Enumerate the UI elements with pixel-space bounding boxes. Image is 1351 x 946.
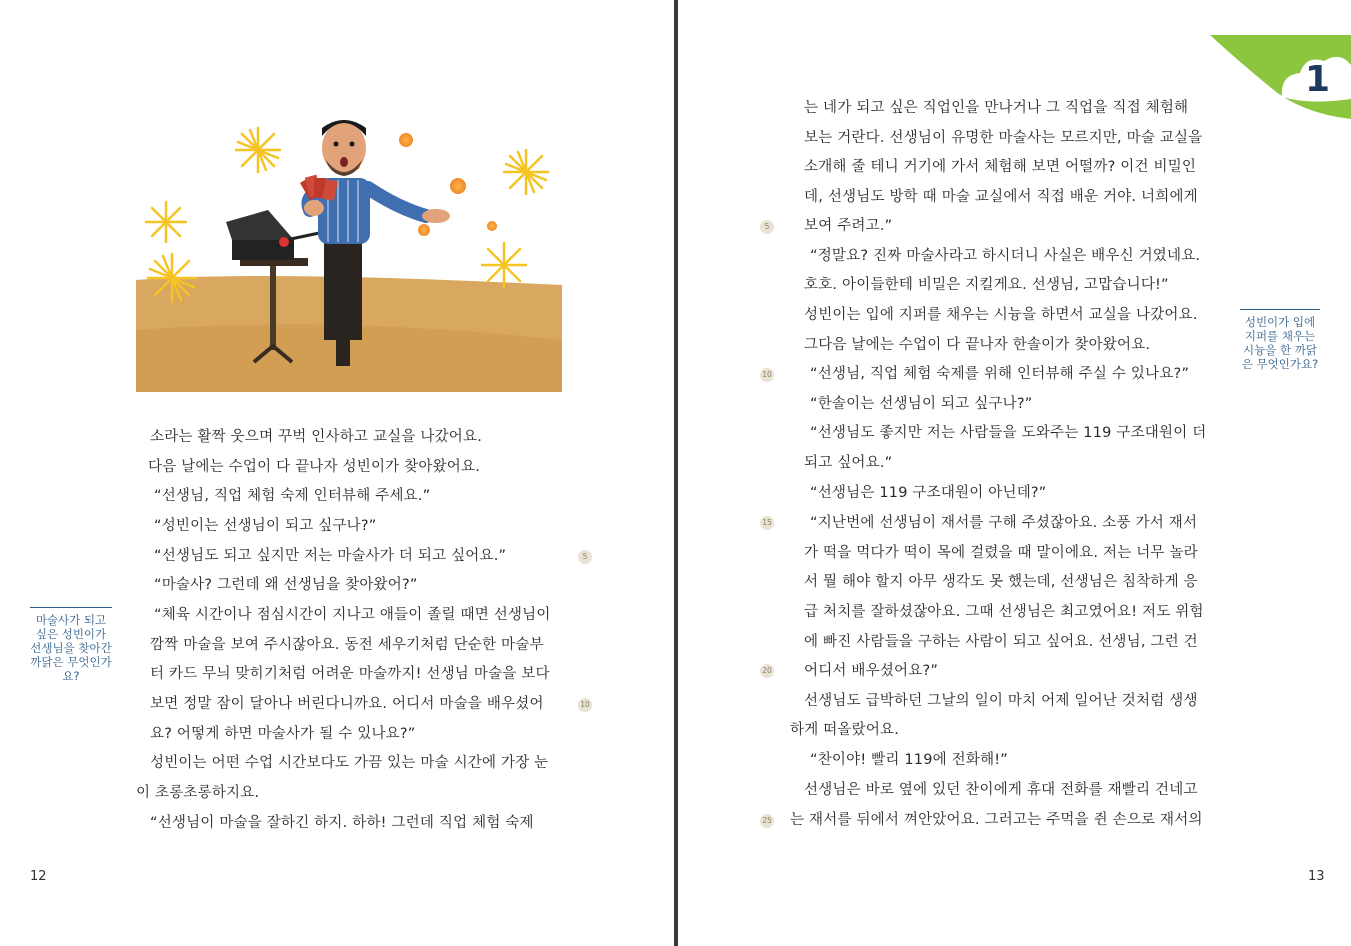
page-number: 12 xyxy=(30,869,47,884)
text-line: 되고 싶어요.” xyxy=(804,455,893,471)
side-note-rule xyxy=(30,607,112,608)
text-line: “선생님도 좋지만 저는 사람들을 도와주는 119 구조대원이 더 xyxy=(810,425,1207,441)
text-line: 소개해 줄 테니 거기에 가서 체험해 보면 어떨까? 이건 비밀인 xyxy=(804,159,1197,175)
text-line: 에 빠진 사람들을 구하는 사람이 되고 싶어요. 선생님, 그런 건 xyxy=(804,634,1198,650)
text-line: 급 처치를 잘하셨잖아요. 그때 선생님은 최고였어요! 저도 위험 xyxy=(804,604,1204,620)
text-line: 그다음 날에는 수업이 다 끝나자 한솔이가 찾아왔어요. xyxy=(804,337,1151,353)
text-line: 데, 선생님도 방학 때 마술 교실에서 직접 배운 거야. 너희에게 xyxy=(804,189,1198,205)
line-marker: 20 xyxy=(760,664,774,678)
chapter-tab xyxy=(1200,35,1351,125)
text-line: “마술사? 그런데 왜 선생님을 찾아왔어?” xyxy=(154,577,418,593)
side-question xyxy=(1240,309,1320,371)
side-question xyxy=(30,607,112,683)
text-line: 는 네가 되고 싶은 직업인을 만나거나 그 직업을 직접 체험해 xyxy=(804,100,1189,116)
text-line: 성빈이는 입에 지퍼를 채우는 시늉을 하면서 교실을 나갔어요. xyxy=(804,307,1198,323)
text-line: 보는 거란다. 선생님이 유명한 마술사는 모르지만, 마술 교실을 xyxy=(804,130,1203,146)
side-question-text: 마술사가 되고 싶은 성빈이가 선생님을 찾아간 까닭은 무엇인가요? xyxy=(30,613,112,683)
text-line: 보면 정말 잠이 달아나 버린다니까요. 어디서 마술을 배우셨어 xyxy=(150,696,544,712)
text-line: “선생님이 마술을 잘하긴 하지. 하하! 그런데 직업 체험 숙제 xyxy=(150,815,534,831)
line-marker: 25 xyxy=(760,814,774,828)
text-line: “지난번에 선생님이 재서를 구해 주셨잖아요. 소풍 가서 재서 xyxy=(810,515,1198,531)
text-line: 선생님도 급박하던 그날의 일이 마치 어제 일어난 것처럼 생생 xyxy=(804,693,1198,709)
book-spine xyxy=(674,0,678,946)
right-page xyxy=(680,0,1351,946)
text-line: 서 뭘 해야 할지 아무 생각도 못 했는데, 선생님은 침착하게 응 xyxy=(804,574,1198,590)
text-line: 선생님은 바로 옆에 있던 찬이에게 휴대 전화를 재빨리 건네고 xyxy=(804,782,1198,798)
text-line: “선생님, 직업 체험 숙제 인터뷰해 주세요.” xyxy=(154,488,431,504)
text-line: 터 카드 무늬 맞히기처럼 어려운 마술까지! 선생님 마술을 보다 xyxy=(150,666,550,682)
text-line: 다음 날에는 수업이 다 끝나자 성빈이가 찾아왔어요. xyxy=(148,459,481,475)
text-line: “성빈이는 선생님이 되고 싶구나?” xyxy=(154,518,377,534)
text-line: “선생님, 직업 체험 숙제를 위해 인터뷰해 주실 수 있나요?” xyxy=(810,366,1190,382)
line-marker: 5 xyxy=(578,550,592,564)
text-line: 성빈이는 어떤 수업 시간보다도 가끔 있는 마술 시간에 가장 눈 xyxy=(150,755,549,771)
text-line: 는 재서를 뒤에서 껴안았어요. 그러고는 주먹을 쥔 손으로 재서의 xyxy=(790,812,1203,828)
text-line: 하게 떠올랐어요. xyxy=(790,722,900,738)
left-page xyxy=(0,0,674,946)
line-marker: 15 xyxy=(760,516,774,530)
page-number: 13 xyxy=(1308,869,1325,884)
text-line: “체육 시간이나 점심시간이 지나고 애들이 졸릴 때면 선생님이 xyxy=(154,607,551,623)
text-line: 어디서 배우셨어요?” xyxy=(804,663,939,679)
text-line: “찬이야! 빨리 119에 전화해!” xyxy=(810,752,1009,768)
side-question-text: 성빈이가 입에 지퍼를 채우는 시늉을 한 까닭은 무엇인가요? xyxy=(1241,315,1319,371)
text-line: 호호. 아이들한테 비밀은 지킬게요. 선생님, 고맙습니다!” xyxy=(804,277,1169,293)
text-line: “선생님도 되고 싶지만 저는 마술사가 더 되고 싶어요.” xyxy=(154,548,507,564)
text-line: 보여 주려고.” xyxy=(804,218,893,234)
line-marker: 10 xyxy=(578,698,592,712)
chapter-number: 1 xyxy=(1305,59,1331,100)
text-line: “선생님은 119 구조대원이 아닌데?” xyxy=(810,485,1047,501)
side-note-rule xyxy=(1240,309,1320,310)
text-line: 가 떡을 먹다가 떡이 목에 걸렸을 때 말이에요. 저는 너무 놀라 xyxy=(804,545,1198,561)
line-marker: 5 xyxy=(760,220,774,234)
text-line: “한솔이는 선생님이 되고 싶구나?” xyxy=(810,396,1033,412)
text-line: “정말요? 진짜 마술사라고 하시더니 사실은 배우신 거였네요. xyxy=(810,248,1201,264)
text-line: 깜짝 마술을 보여 주시잖아요. 동전 세우기처럼 단순한 마술부 xyxy=(150,637,544,653)
text-line: 소라는 활짝 웃으며 꾸벅 인사하고 교실을 나갔어요. xyxy=(150,429,483,445)
text-line: 요? 어떻게 하면 마술사가 될 수 있나요?” xyxy=(150,726,416,742)
magician-illustration-icon xyxy=(136,100,562,392)
line-marker: 10 xyxy=(760,368,774,382)
text-line: 이 초롱초롱하지요. xyxy=(136,785,260,801)
